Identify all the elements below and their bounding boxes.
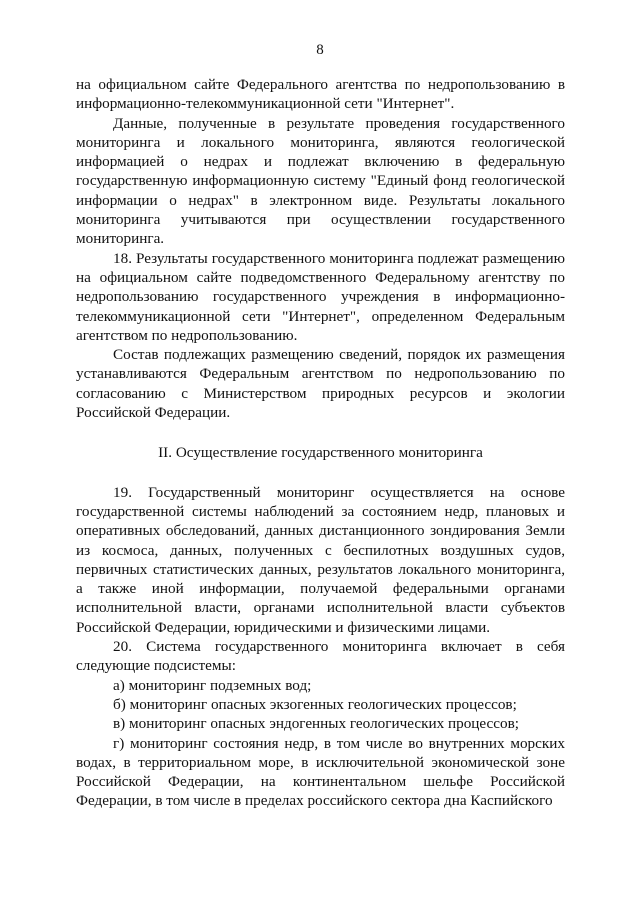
paragraph-publication-composition: Состав подлежащих размещению сведений, порядок их размещения устанавливаются Федеральным агентством по недропользованию по согласованию с Министерством природных ресурсов и экологии Российской Федерации. (76, 346, 565, 422)
paragraph-continuation: на официальном сайте Федерального агентства по недропользованию в информационно-телекоммуникационной сети "Интернет". (76, 76, 565, 113)
paragraph-item-20: 20. Система государственного мониторинга включает в себя следующие подсистемы: (76, 638, 565, 675)
list-item-a: а) мониторинг подземных вод; (113, 676, 312, 694)
section-heading: II. Осуществление государственного мониторинга (158, 444, 483, 462)
list-item-g: г) мониторинг состояния недр, в том числе во внутренних морских водах, в территориальном море, в исключительной экономической зоне Российской Федерации, на континентальном шельфе Российской Федерации, в том числе в пределах российского сектора дна Каспийского (76, 734, 565, 810)
paragraph-item-19: 19. Государственный мониторинг осуществляется на основе государственной системы наблюдений за состоянием недр, плановых и оперативных обследований, данных дистанционного зондирования Земли из космоса, данных, полученных с беспилотных воздушных судов, первичных статистических данных, результатов локального мониторинга, а также иной информации, получаемой федеральными органами исполнительной власти, органами исполнительной власти субъектов Российской Федерации, юридическими и физическими лицами. (76, 483, 565, 636)
document-body (76, 75, 565, 811)
paragraph-item-18: 18. Результаты государственного мониторинга подлежат размещению на официальном сайте подведомственного Федеральному агентству по недропользованию государственного учреждения в информационно-телекоммуникационной сети "Интернет", определенном Федеральным агентством по недропользованию. (76, 249, 565, 344)
list-item-v: в) мониторинг опасных эндогенных геологических процессов; (113, 715, 520, 733)
paragraph-monitoring-data: Данные, полученные в результате проведения государственного мониторинга и локального мониторинга, являются геологической информацией о недрах и подлежат включению в федеральную государственную информационную систему "Единый фонд геологической информации о недрах" в электронном виде. Результаты локального мониторинга учитываются при осуществлении государственного мониторинга. (76, 114, 565, 248)
list-item-b: б) мониторинг опасных экзогенных геологических процессов; (113, 695, 517, 713)
page-number: 8 (316, 42, 324, 58)
